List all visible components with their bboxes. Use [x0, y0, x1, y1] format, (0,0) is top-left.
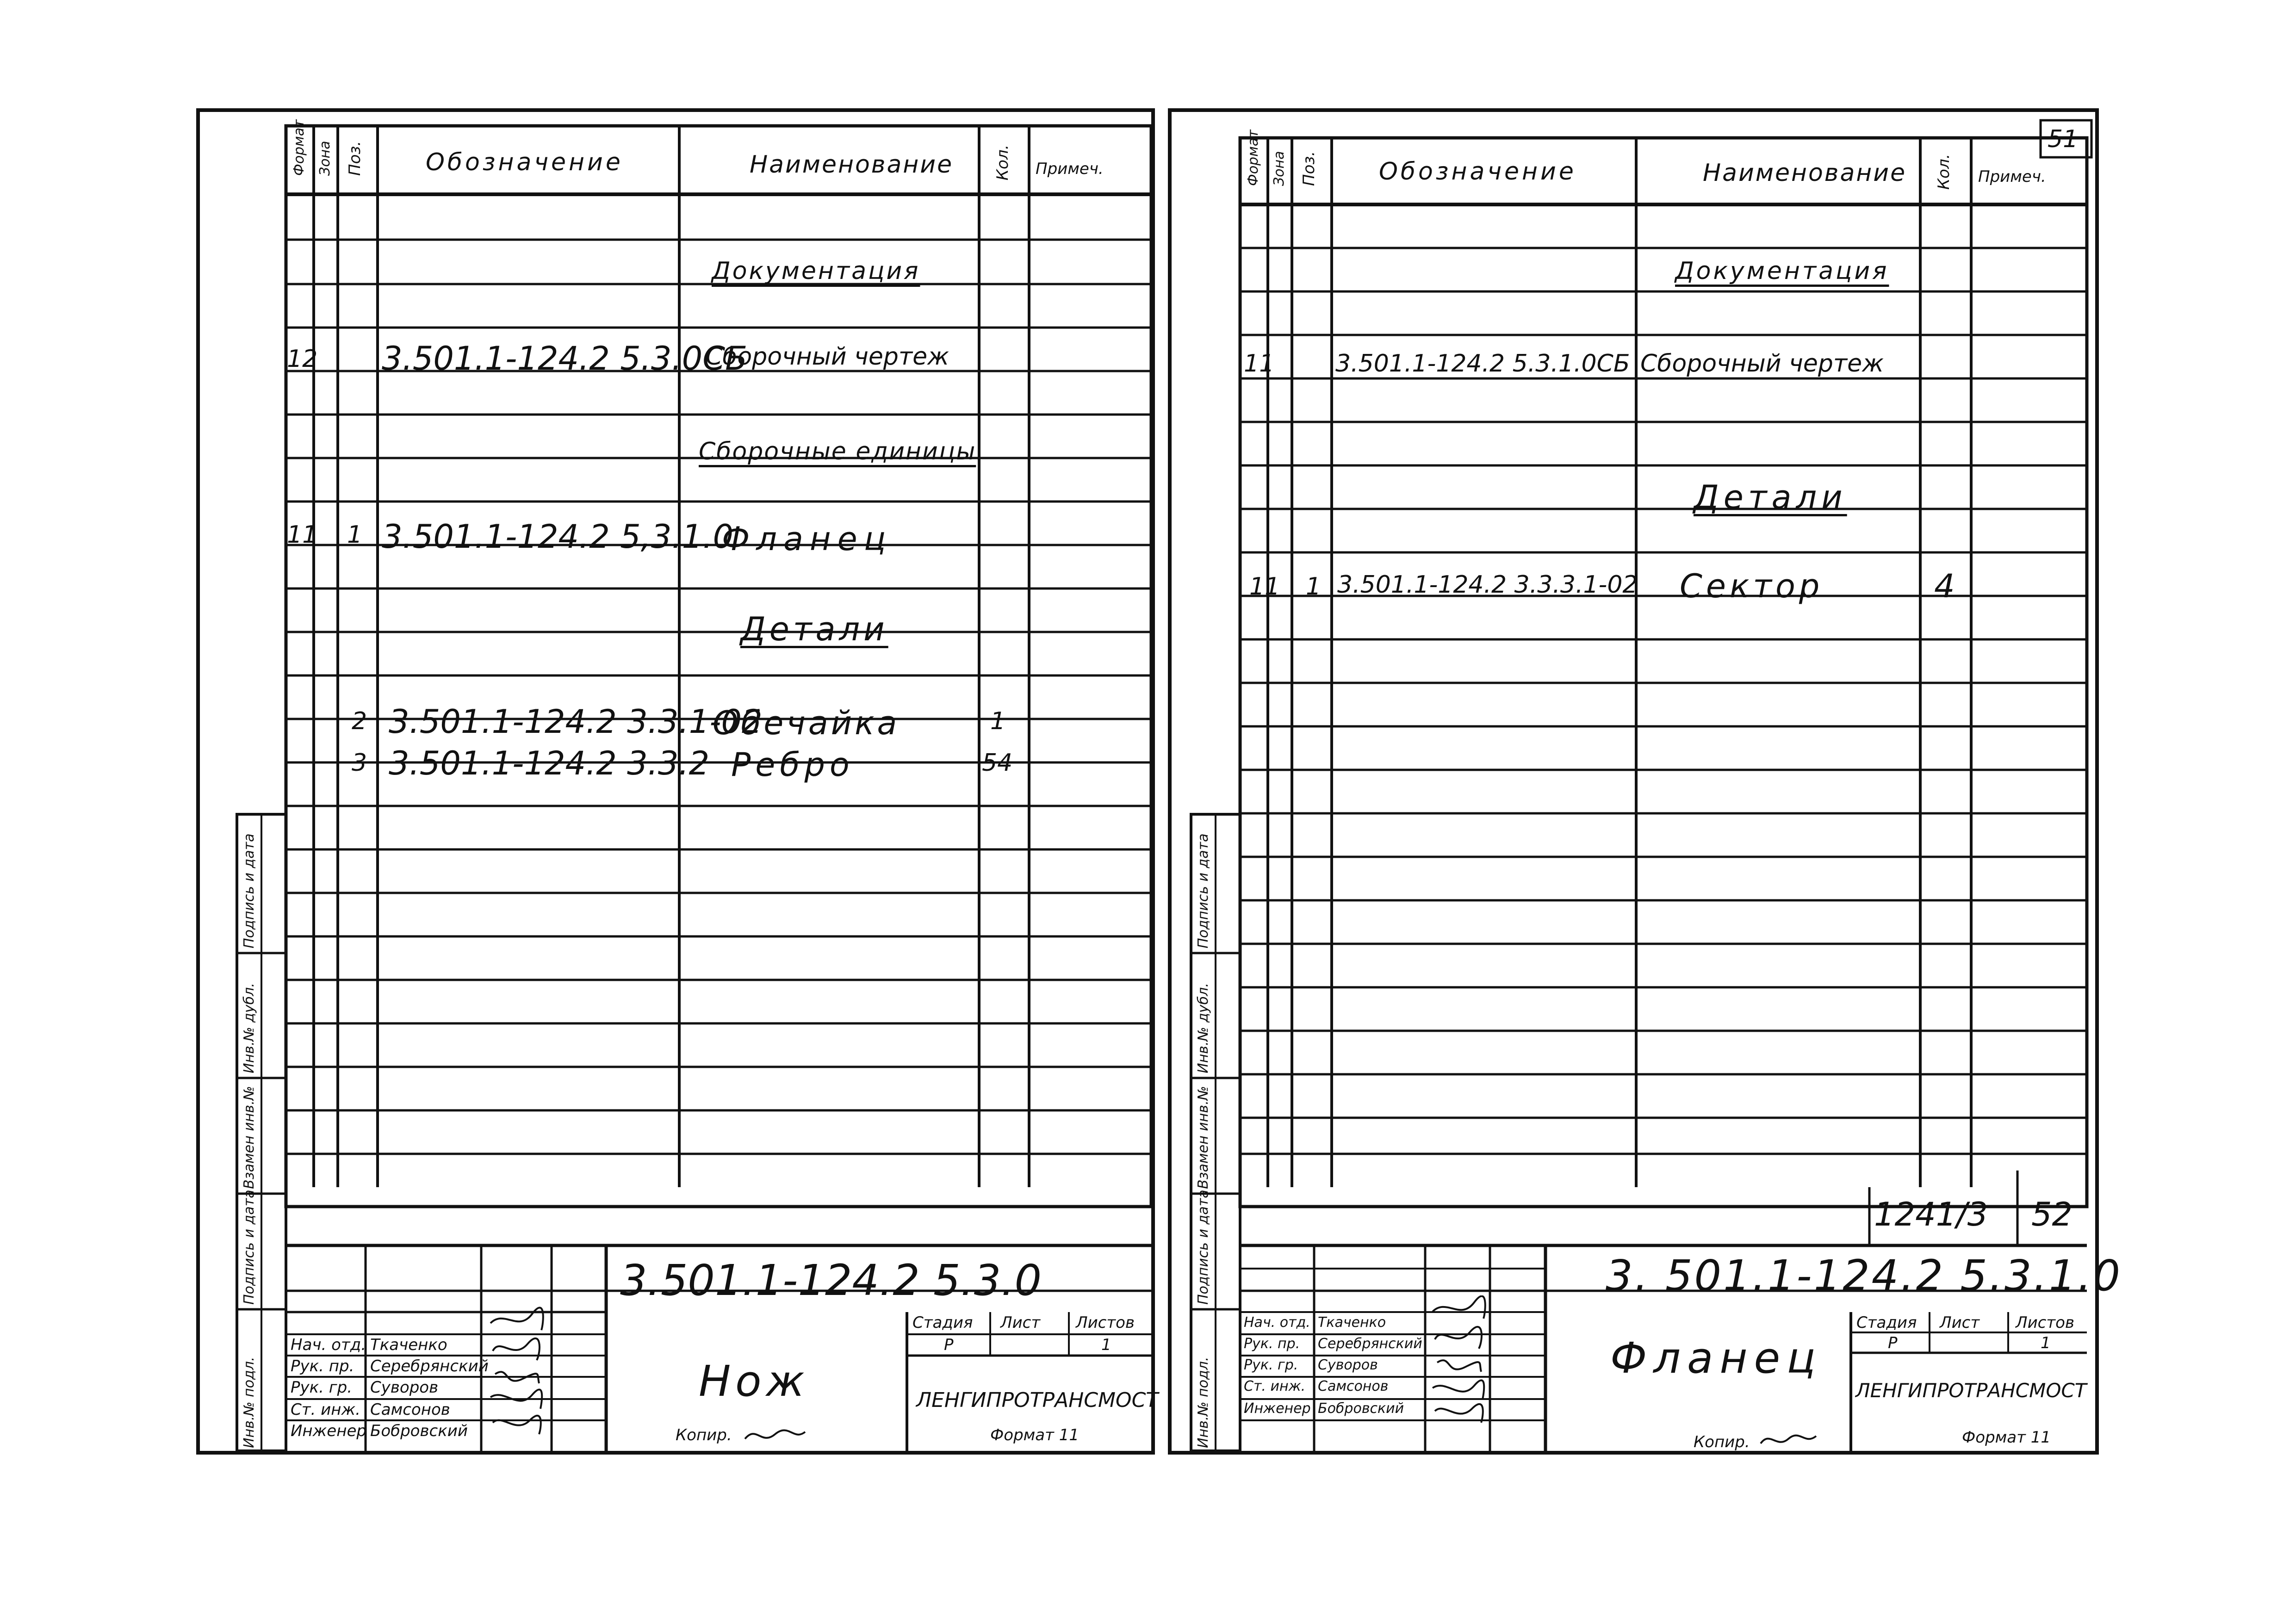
title-sheets: 1: [2041, 1334, 2051, 1352]
side-label-signature-date: Подпись и дата: [241, 1189, 257, 1305]
row-name: Сборочный чертеж: [1640, 350, 1884, 378]
header-name: Наименование: [750, 151, 954, 179]
left-spec-sheet: [194, 106, 1157, 1457]
header-note: Примеч.: [1978, 167, 2046, 186]
row-pos: 1: [347, 521, 363, 549]
row-qty: 1: [990, 707, 1006, 735]
header-pos: Поз.: [1300, 151, 1318, 186]
header-format: Формат: [1245, 130, 1261, 186]
title-sheets-label: Листов: [2016, 1313, 2075, 1332]
person-name: Суворов: [1318, 1357, 1378, 1373]
section-parts: Детали: [1694, 478, 1847, 516]
row-format: 11: [1244, 350, 1275, 378]
footer-copy-label: Копир.: [676, 1426, 732, 1444]
row-pos: 3: [352, 749, 367, 777]
title-stage-label: Стадия: [1856, 1313, 1917, 1332]
role-label: Рук. гр.: [1244, 1357, 1298, 1373]
person-name: Бобровский: [370, 1422, 468, 1440]
copy-signature-image: [1758, 1431, 1818, 1451]
header-zone: Зона: [317, 141, 333, 176]
header-pos: Поз.: [346, 141, 364, 176]
title-stage: Р: [1888, 1334, 1898, 1352]
row-name: Обечайка: [713, 704, 900, 742]
album-sheet: 52: [2031, 1195, 2073, 1233]
title-stage: Р: [944, 1336, 954, 1354]
copy-signature-image: [743, 1425, 807, 1448]
role-label: Нач. отд.: [1244, 1314, 1310, 1331]
footer-format: Формат 11: [1962, 1428, 2051, 1447]
row-name: Сектор: [1680, 567, 1824, 605]
row-designation: 3.501.1-124.2 3.3.2: [389, 744, 710, 782]
row-designation: 3.501.1-124.2 5.3.0СБ: [382, 340, 748, 378]
album-number: 1241/3: [1874, 1195, 1988, 1233]
row-designation: 3.501.1-124.2 5,3.1.0: [382, 518, 733, 556]
row-pos: 1: [1306, 573, 1322, 601]
header-designation: Обозначение: [426, 149, 623, 176]
side-label-replacing-inv: Взамен инв.№: [241, 1086, 257, 1189]
row-qty: 54: [982, 749, 1013, 777]
title-sheets: 1: [1101, 1336, 1111, 1354]
role-label: Инженер: [291, 1422, 366, 1440]
person-name: Суворов: [370, 1378, 439, 1397]
role-label: Рук. гр.: [291, 1378, 353, 1397]
row-pos: 2: [352, 707, 367, 735]
row-name: Сборочный чертеж: [706, 343, 949, 371]
header-designation: Обозначение: [1379, 158, 1576, 186]
side-label-inv-original: Инв.№ подл.: [241, 1356, 257, 1448]
person-name: Самсонов: [370, 1400, 450, 1419]
side-label-inv-original: Инв.№ подл.: [1195, 1356, 1211, 1448]
section-parts: Детали: [740, 610, 888, 648]
section-documentation: Документация: [712, 257, 920, 285]
title-product-name: Нож: [699, 1356, 809, 1406]
role-label: Ст. инж.: [291, 1400, 360, 1419]
person-name: Серебрянский: [370, 1357, 489, 1375]
person-name: Самсонов: [1318, 1378, 1389, 1394]
header-qty: Кол.: [1935, 154, 1953, 190]
signatures-image: [486, 1305, 546, 1448]
role-label: Рук. пр.: [1244, 1336, 1300, 1352]
footer-format: Формат 11: [990, 1426, 1080, 1444]
footer-copy-label: Копир.: [1694, 1433, 1750, 1451]
right-spec-sheet: [1166, 106, 2122, 1457]
side-label-signature-date: Подпись и дата: [241, 833, 257, 948]
side-label-inv-duplicate: Инв.№ дубл.: [241, 983, 257, 1073]
title-organization: ЛЕНГИПРОТРАНСМОСТ: [916, 1388, 1159, 1412]
header-zone: Зона: [1271, 151, 1287, 186]
row-designation: 3.501.1-124.2 3.3.3.1-02: [1337, 571, 1638, 599]
row-name: Ребро: [731, 746, 854, 784]
title-stage-label: Стадия: [912, 1313, 973, 1332]
row-name: Фланец: [722, 520, 893, 558]
title-organization: ЛЕНГИПРОТРАНСМОСТ: [1855, 1379, 2087, 1402]
row-designation: 3.501.1-124.2 3.3.1-02: [389, 703, 763, 741]
person-name: Ткаченко: [1318, 1314, 1386, 1331]
header-qty: Кол.: [993, 144, 1012, 180]
person-name: Бобровский: [1318, 1400, 1404, 1417]
title-sheet-label: Лист: [1940, 1313, 1980, 1332]
side-label-signature-date: Подпись и дата: [1195, 833, 1211, 948]
row-format: 11: [1249, 573, 1280, 601]
row-qty: 4: [1934, 567, 1955, 605]
person-name: Ткаченко: [370, 1336, 447, 1354]
section-assembly-units: Сборочные единицы: [699, 438, 976, 465]
side-label-inv-duplicate: Инв.№ дубл.: [1195, 983, 1211, 1073]
header-note: Примеч.: [1036, 160, 1104, 178]
title-doc-number: 3.501.1-124.2 5.3.0: [620, 1256, 1042, 1305]
row-format: 12: [287, 345, 318, 373]
title-doc-number: 3. 501.1-124.2 5.3.1.0: [1606, 1251, 2122, 1301]
side-label-replacing-inv: Взамен инв.№: [1195, 1086, 1211, 1189]
side-label-signature-date: Подпись и дата: [1195, 1189, 1211, 1305]
signatures-image: [1428, 1295, 1488, 1430]
role-label: Рук. пр.: [291, 1357, 354, 1375]
header-format: Формат: [291, 119, 307, 176]
row-designation: 3.501.1-124.2 5.3.1.0СБ: [1335, 350, 1630, 378]
role-label: Ст. инж.: [1244, 1378, 1306, 1394]
section-documentation: Документация: [1675, 257, 1889, 285]
role-label: Нач. отд.: [291, 1336, 366, 1354]
role-label: Инженер: [1244, 1400, 1311, 1417]
title-sheets-label: Листов: [1076, 1313, 1135, 1332]
row-format: 11: [287, 521, 318, 549]
header-name: Наименование: [1703, 159, 1907, 187]
page-number: 51: [2048, 125, 2079, 153]
person-name: Серебрянский: [1318, 1336, 1422, 1352]
title-sheet-label: Лист: [1000, 1313, 1041, 1332]
title-product-name: Фланец: [1610, 1333, 1822, 1383]
